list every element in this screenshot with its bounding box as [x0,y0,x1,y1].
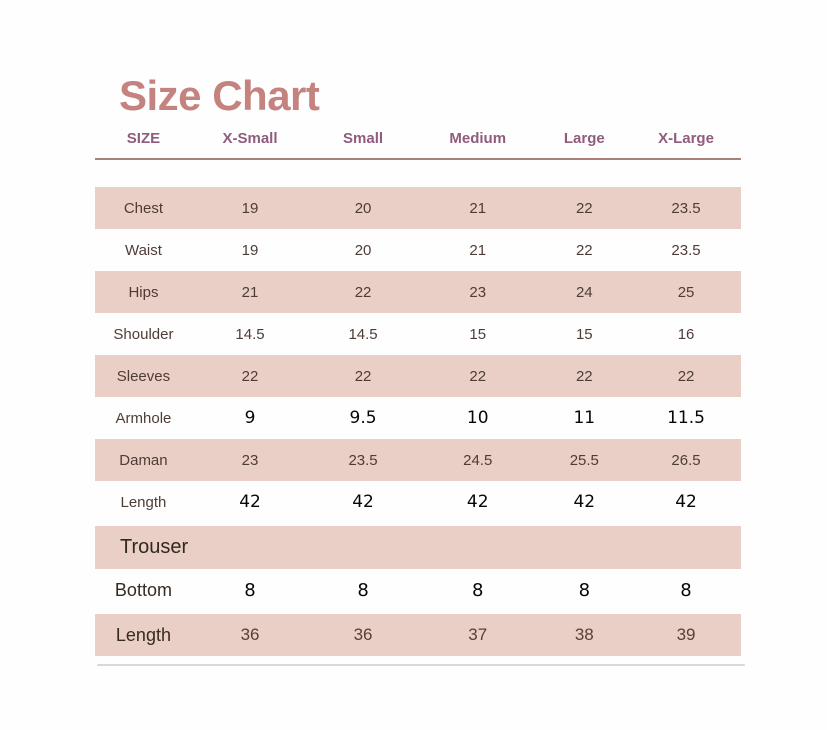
cell-value: 22 [575,199,593,217]
row-label: Bottom [114,579,172,600]
cell-value: 19 [241,199,259,217]
cell-value: 16 [677,325,695,343]
cell-value: 10 [466,408,489,428]
row-label: Armhole [115,409,172,427]
cell-value: 22 [575,241,593,259]
row-label: Waist [124,241,162,259]
cell-value: 25.5 [569,451,599,469]
cell-value: 8 [244,579,256,601]
cell-value: 21 [469,241,487,259]
table-row-bottom [95,569,741,611]
cell-value: 20 [354,241,372,259]
table-row-waist [95,229,741,271]
cell-value: 42 [352,492,374,512]
cell-value: 20 [354,199,372,217]
cell-value: 23 [241,451,259,469]
cell-value: 22 [575,367,593,385]
column-header-size: SIZE [126,129,161,147]
cell-value: 19 [241,241,259,259]
table-row-chest [95,187,741,229]
table-row-shoulder [95,313,741,355]
column-header-x-small: X-Small [222,129,278,147]
table-row-sleeves [95,355,741,397]
cell-value: 36 [240,625,260,644]
cell-value: 42 [239,492,261,512]
cell-value: 38 [574,625,594,644]
table-row-daman [95,439,741,481]
cell-value: 22 [469,367,487,385]
size-chart-table [95,127,741,666]
cell-value: 23 [469,283,487,301]
row-label: Length [115,624,171,645]
cell-value: 11 [573,408,596,428]
row-label: Sleeves [116,367,171,385]
cell-value: 42 [466,492,489,512]
cell-value: 21 [469,199,487,217]
section-label: Trouser [120,536,189,558]
table-bottom-divider [97,664,745,666]
cell-value: 23.5 [348,451,378,469]
column-header-medium: Medium [449,129,507,147]
cell-value: 42 [573,492,596,512]
cell-value: 15 [469,325,487,343]
column-header-large: Large [563,129,605,147]
cell-value: 25 [677,283,695,301]
cell-value: 11.5 [667,408,705,428]
cell-value: 8 [357,579,369,601]
table-body [95,187,741,666]
table-row-armhole [95,397,741,439]
column-header-x-large: X-Large [658,129,714,147]
cell-value: 26.5 [671,451,701,469]
cell-value: 22 [354,367,372,385]
cell-value: 23.5 [671,199,701,217]
cell-value: 37 [468,625,488,644]
cell-value: 21 [241,283,259,301]
table-row-hips [95,271,741,313]
cell-value: 42 [675,492,697,512]
page-title: Size Chart [119,72,320,120]
cell-value: 8 [680,579,692,601]
table-row-length-shirt [95,481,741,523]
row-label: Length [120,493,167,511]
row-label: Daman [119,451,168,469]
cell-value: 22 [354,283,372,301]
cell-value: 14.5 [348,325,378,343]
row-label: Hips [128,283,159,301]
table-header-row [95,127,741,160]
cell-value: 24 [575,283,593,301]
cell-value: 8 [471,579,484,601]
row-label: Shoulder [113,325,174,343]
cell-value: 24.5 [463,451,493,469]
cell-value: 14.5 [235,325,265,343]
cell-value: 22 [677,367,695,385]
cell-value: 9 [244,408,256,428]
cell-value: 36 [353,625,373,644]
section-header-trouser [95,526,741,569]
table-row-length-trouser [95,614,741,656]
cell-value: 8 [578,579,591,601]
cell-value: 39 [676,625,696,644]
row-label: Chest [123,199,164,217]
cell-value: 9.5 [349,408,377,428]
cell-value: 22 [241,367,259,385]
cell-value: 15 [575,325,593,343]
column-header-small: Small [343,129,384,147]
cell-value: 23.5 [671,241,701,259]
